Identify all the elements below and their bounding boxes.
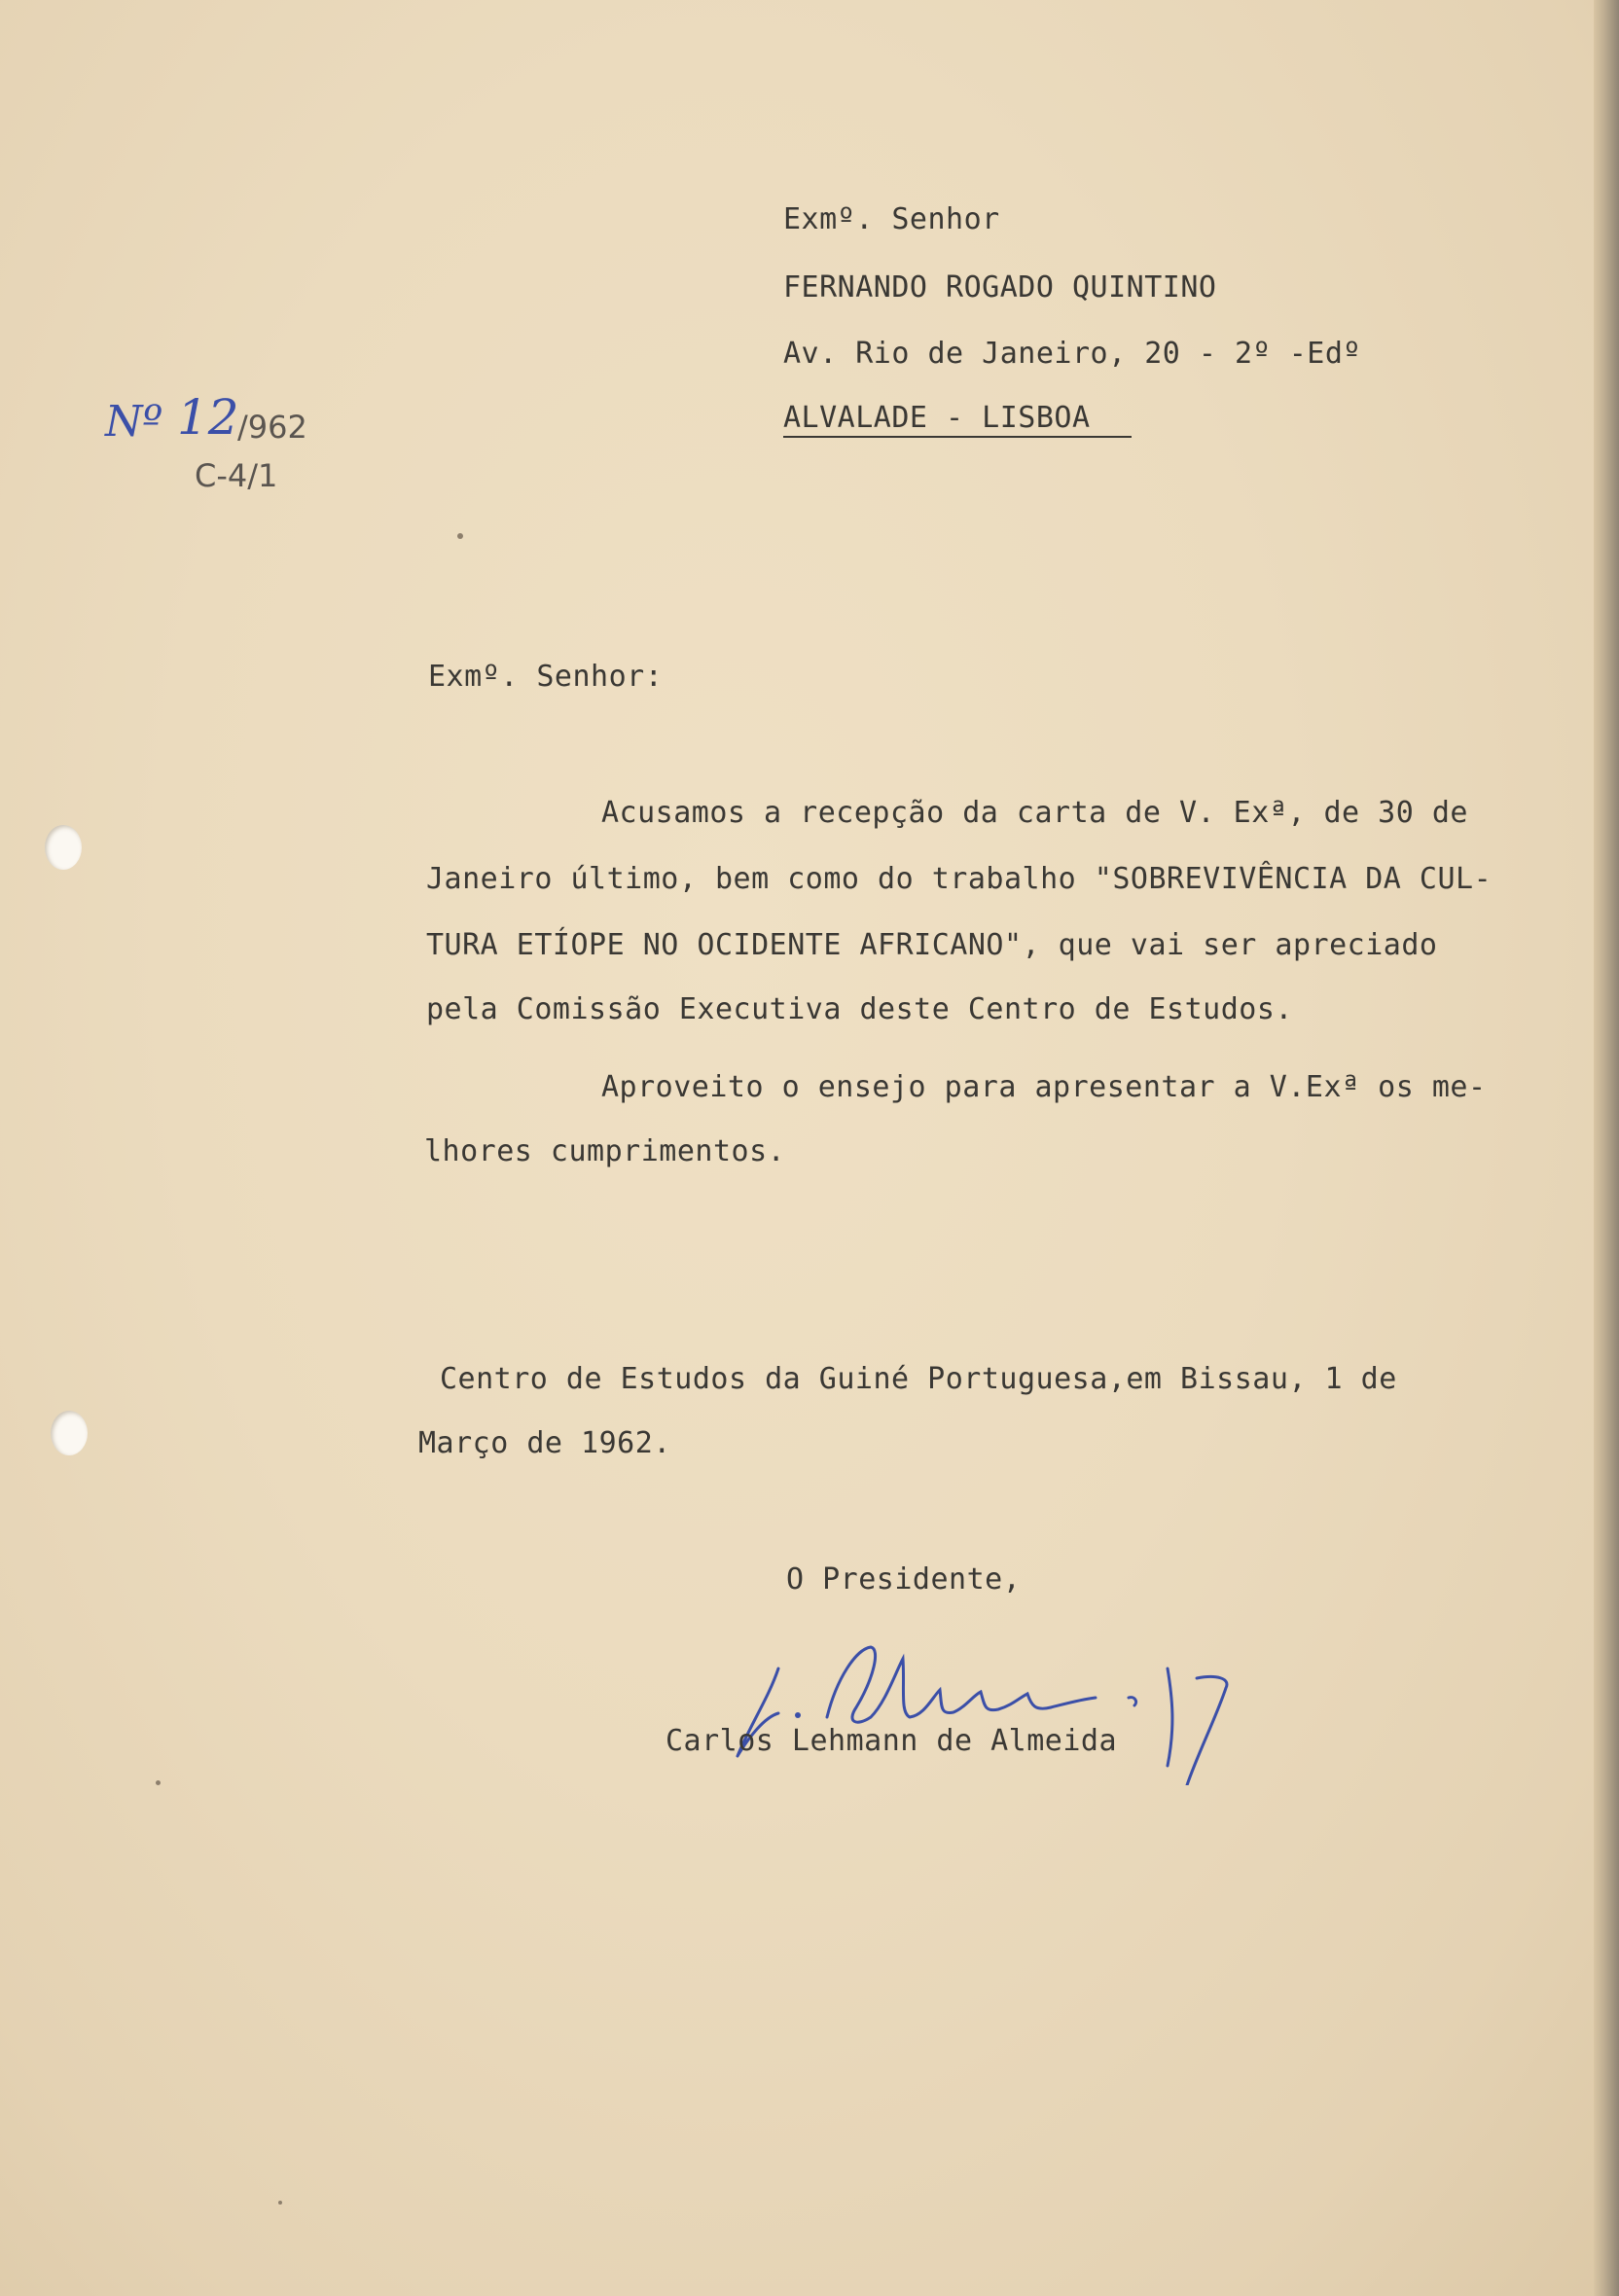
signatory-name: Carlos Lehmann de Almeida [666,1724,1118,1758]
address-city: ALVALADE - LISBOA [783,401,1091,435]
address-street: Av. Rio de Janeiro, 20 - 2º -Edº [783,337,1361,371]
body-line: Janeiro último, bem como do trabalho "SOBREVIVÊNCIA DA CUL- [426,862,1493,896]
body-line: lhores cumprimentos. [424,1134,786,1168]
closing: O Presidente, [786,1562,1022,1596]
place-date-line: Março de 1962. [418,1426,671,1460]
address-salutation: Exmº. Senhor [783,202,1000,236]
reference-number-value: 12 [177,389,239,446]
paper-speck [156,1780,161,1785]
body-line: TURA ETÍOPE NO OCIDENTE AFRICANO", que vai ser apreciado [426,928,1438,962]
body-line: Acusamos a recepção da carta de V. Exª, de 30 de [601,796,1468,830]
paper-edge-shadow [1594,0,1619,2296]
body-line: Aproveito o ensejo para apresentar a V.Exª os me- [601,1070,1487,1104]
file-code: C-4/1 [195,457,278,494]
greeting: Exmº. Senhor: [428,660,664,694]
punch-hole-bottom [51,1411,88,1455]
body-line: pela Comissão Executiva deste Centro de Estudos. [426,992,1293,1026]
reference-number-prefix: Nº [105,397,163,447]
paper-speck [278,2201,282,2205]
paper-speck [457,533,463,539]
address-city-underline [783,436,1132,438]
reference-year: /962 [237,409,307,446]
address-name: FERNANDO ROGADO QUINTINO [783,270,1217,305]
place-date-line: Centro de Estudos da Guiné Portuguesa,em Bissau, 1 de [440,1362,1397,1396]
punch-hole-top [45,825,82,870]
handwritten-signature [710,1620,1255,1785]
